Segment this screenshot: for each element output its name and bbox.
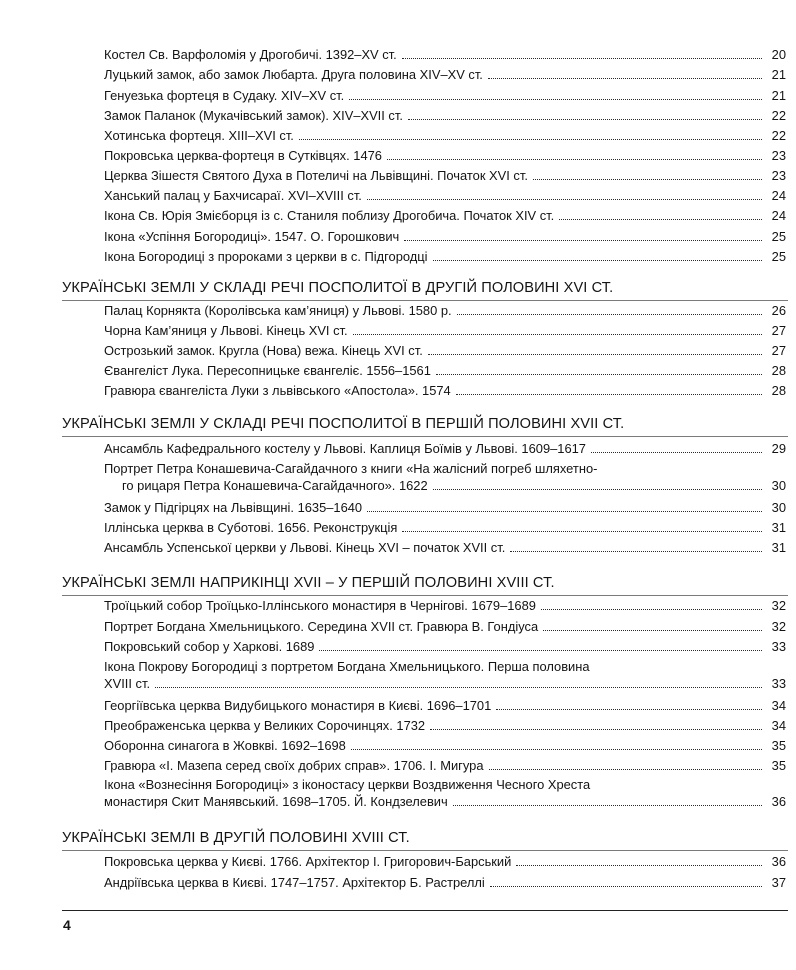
entry-title: Острозький замок. Кругла (Нова) вежа. Кінець XVI ст. bbox=[104, 343, 423, 358]
entry-page-number: 31 bbox=[771, 540, 786, 555]
entry-title: Покровська церква-фортеця в Сутківцях. 1476 bbox=[104, 148, 382, 163]
entry-title: Гравюра євангеліста Луки з львівського «Апостола». 1574 bbox=[104, 383, 451, 398]
toc-entry[interactable] bbox=[104, 499, 786, 516]
entry-title: Георгіївська церква Видубицького монастиря в Києві. 1696–1701 bbox=[104, 698, 492, 713]
entry-page-number: 27 bbox=[771, 323, 786, 338]
entry-title: Троїцький собор Троїцько-Іллінського монастиря в Чернігові. 1679–1689 bbox=[104, 598, 536, 613]
toc-entry[interactable] bbox=[104, 228, 786, 245]
dot-leader bbox=[428, 354, 762, 355]
dot-leader bbox=[367, 511, 762, 512]
toc-entry[interactable] bbox=[104, 737, 786, 754]
dot-leader bbox=[367, 199, 762, 200]
entry-title: Оборонна синагога в Жовкві. 1692–1698 bbox=[104, 738, 346, 753]
toc-entry[interactable] bbox=[104, 87, 786, 104]
section-heading: УКРАЇНСЬКІ ЗЕМЛІ У СКЛАДІ РЕЧІ ПОСПОЛИТОЇ В ДРУГІЙ ПОЛОВИНІ XVI СТ. bbox=[62, 280, 614, 296]
dot-leader bbox=[488, 78, 762, 79]
dot-leader bbox=[516, 865, 762, 866]
dot-leader bbox=[456, 394, 762, 395]
entry-page-number: 36 bbox=[771, 794, 786, 809]
entry-title: Замок у Підгірцях на Львівщині. 1635–1640 bbox=[104, 500, 363, 515]
entry-page-number: 24 bbox=[771, 208, 786, 223]
entry-title: Палац Корнякта (Королівська кам’яниця) у Львові. 1580 р. bbox=[104, 303, 452, 318]
entry-title: Ікона Богородиці з пророками з церкви в с. Підгородці bbox=[104, 249, 428, 264]
dot-leader bbox=[351, 749, 762, 750]
dot-leader bbox=[436, 374, 762, 375]
entry-title: Портрет Петра Конашевича-Сагайдачного з книги «На жалісний погреб шляхетно- bbox=[104, 461, 598, 476]
toc-entry[interactable] bbox=[104, 597, 786, 614]
entry-page-number: 30 bbox=[771, 478, 786, 493]
entry-title: Ікона «Успіння Богородиці». 1547. О. Горошкович bbox=[104, 229, 400, 244]
section-divider bbox=[62, 300, 788, 301]
section-heading: УКРАЇНСЬКІ ЗЕМЛІ В ДРУГІЙ ПОЛОВИНІ XVIII СТ. bbox=[62, 830, 410, 846]
entry-title: Покровський собор у Харкові. 1689 bbox=[104, 639, 315, 654]
entry-title: Ікона «Вознесіння Богородиці» з іконостасу церкви Воздвиження Чесного Хреста bbox=[104, 777, 591, 792]
entry-page-number: 35 bbox=[771, 738, 786, 753]
entry-title-continuation: XVIII ст. bbox=[104, 676, 151, 691]
entry-title: Андріївська церква в Києві. 1747–1757. Архітектор Б. Растреллі bbox=[104, 875, 485, 890]
dot-leader bbox=[299, 139, 762, 140]
dot-leader bbox=[433, 260, 762, 261]
entry-page-number: 34 bbox=[771, 718, 786, 733]
dot-leader bbox=[402, 531, 762, 532]
toc-entry[interactable] bbox=[104, 322, 786, 339]
toc-entry[interactable] bbox=[104, 302, 786, 319]
entry-page-number: 23 bbox=[771, 168, 786, 183]
dot-leader bbox=[430, 729, 762, 730]
entry-title: Луцький замок, або замок Любарта. Друга половина XIV–XV ст. bbox=[104, 67, 483, 82]
toc-entry[interactable] bbox=[104, 757, 786, 774]
entry-page-number: 22 bbox=[771, 108, 786, 123]
toc-entry[interactable] bbox=[104, 618, 786, 635]
dot-leader bbox=[402, 58, 762, 59]
entry-title-continuation-line bbox=[104, 675, 786, 692]
entry-page-number: 30 bbox=[771, 500, 786, 515]
toc-entry[interactable] bbox=[104, 187, 786, 204]
entry-title: Ансамбль Кафедрального костелу у Львові. Каплиця Боїмів у Львові. 1609–1617 bbox=[104, 441, 586, 456]
entry-page-number: 23 bbox=[771, 148, 786, 163]
toc-entry[interactable] bbox=[104, 519, 786, 536]
toc-entry[interactable] bbox=[104, 362, 786, 379]
section-divider bbox=[62, 595, 788, 596]
entry-page-number: 36 bbox=[771, 854, 786, 869]
entry-title-continuation: го рицаря Петра Конашевича-Сагайдачного». 1622 bbox=[122, 478, 428, 493]
toc-entry[interactable] bbox=[104, 440, 786, 457]
entry-title: Ханський палац у Бахчисараї. XVI–XVIII ст. bbox=[104, 188, 362, 203]
toc-entry[interactable] bbox=[104, 658, 786, 692]
entry-title-continuation-line bbox=[122, 477, 786, 494]
entry-title: Іллінська церква в Суботові. 1656. Реконструкція bbox=[104, 520, 398, 535]
dot-leader bbox=[490, 886, 762, 887]
entry-page-number: 33 bbox=[771, 676, 786, 691]
entry-page-number: 28 bbox=[771, 363, 786, 378]
toc-entry[interactable] bbox=[104, 539, 786, 556]
toc-entry[interactable] bbox=[104, 776, 786, 810]
entry-page-number: 32 bbox=[771, 598, 786, 613]
dot-leader bbox=[541, 609, 762, 610]
entry-page-number: 34 bbox=[771, 698, 786, 713]
entry-title: Гравюра «І. Мазепа серед своїх добрих справ». 1706. І. Мигура bbox=[104, 758, 484, 773]
entry-title: Ікона Покрову Богородиці з портретом Богдана Хмельницького. Перша половина bbox=[104, 659, 590, 674]
entry-page-number: 21 bbox=[771, 67, 786, 82]
entry-page-number: 25 bbox=[771, 249, 786, 264]
toc-entry[interactable] bbox=[104, 66, 786, 83]
entry-page-number: 24 bbox=[771, 188, 786, 203]
entry-title: Покровська церква у Києві. 1766. Архітектор І. Григорович-Барський bbox=[104, 854, 512, 869]
toc-entry[interactable] bbox=[104, 697, 786, 714]
dot-leader bbox=[155, 687, 762, 688]
toc-entry[interactable] bbox=[104, 107, 786, 124]
entry-page-number: 35 bbox=[771, 758, 786, 773]
dot-leader bbox=[510, 551, 762, 552]
toc-entry[interactable] bbox=[104, 342, 786, 359]
section-heading: УКРАЇНСЬКІ ЗЕМЛІ У СКЛАДІ РЕЧІ ПОСПОЛИТОЇ В ПЕРШІЙ ПОЛОВИНІ XVII СТ. bbox=[62, 416, 625, 432]
entry-title: Портрет Богдана Хмельницького. Середина XVII ст. Гравюра В. Гондіуса bbox=[104, 619, 539, 634]
entry-page-number: 32 bbox=[771, 619, 786, 634]
entry-title: Ікона Св. Юрія Змієборця із с. Станиля поблизу Дрогобича. Початок XIV ст. bbox=[104, 208, 555, 223]
toc-entry[interactable] bbox=[104, 638, 786, 655]
toc-entry[interactable] bbox=[104, 207, 786, 224]
dot-leader bbox=[457, 314, 762, 315]
entry-title-continuation: монастиря Скит Манявський. 1698–1705. Й. Кондзелевич bbox=[104, 794, 448, 809]
page-number: 4 bbox=[63, 917, 71, 933]
toc-entry[interactable] bbox=[104, 874, 786, 891]
toc-entry[interactable] bbox=[104, 127, 786, 144]
dot-leader bbox=[496, 709, 762, 710]
entry-title: Костел Св. Варфоломія у Дрогобичі. 1392–XV ст. bbox=[104, 47, 397, 62]
entry-title: Чорна Кам’яниця у Львові. Кінець XVI ст. bbox=[104, 323, 348, 338]
entry-page-number: 31 bbox=[771, 520, 786, 535]
entry-page-number: 20 bbox=[771, 47, 786, 62]
entry-title: Хотинська фортеця. XIII–XVI ст. bbox=[104, 128, 294, 143]
toc-entry[interactable] bbox=[104, 147, 786, 164]
dot-leader bbox=[404, 240, 762, 241]
dot-leader bbox=[349, 99, 762, 100]
toc-entry[interactable] bbox=[104, 717, 786, 734]
entry-title: Євангеліст Лука. Пересопницьке євангеліє. 1556–1561 bbox=[104, 363, 431, 378]
dot-leader bbox=[353, 334, 762, 335]
toc-entry[interactable] bbox=[104, 46, 786, 63]
entry-title-continuation-line bbox=[104, 793, 786, 810]
toc-entry[interactable] bbox=[104, 460, 786, 494]
dot-leader bbox=[387, 159, 762, 160]
entry-page-number: 33 bbox=[771, 639, 786, 654]
dot-leader bbox=[433, 489, 762, 490]
toc-entry[interactable] bbox=[104, 853, 786, 870]
entry-page-number: 21 bbox=[771, 88, 786, 103]
dot-leader bbox=[533, 179, 762, 180]
section-divider bbox=[62, 850, 788, 851]
section-heading: УКРАЇНСЬКІ ЗЕМЛІ НАПРИКІНЦІ XVII – У ПЕРШІЙ ПОЛОВИНІ XVIII СТ. bbox=[62, 575, 555, 591]
entry-page-number: 37 bbox=[771, 875, 786, 890]
dot-leader bbox=[489, 769, 763, 770]
entry-title: Генуезька фортеця в Судаку. XIV–XV ст. bbox=[104, 88, 345, 103]
entry-page-number: 29 bbox=[771, 441, 786, 456]
entry-page-number: 22 bbox=[771, 128, 786, 143]
toc-entry[interactable] bbox=[104, 248, 786, 265]
entry-page-number: 28 bbox=[771, 383, 786, 398]
entry-page-number: 26 bbox=[771, 303, 786, 318]
section-divider bbox=[62, 436, 788, 437]
toc-entry[interactable] bbox=[104, 167, 786, 184]
entry-page-number: 27 bbox=[771, 343, 786, 358]
dot-leader bbox=[543, 630, 762, 631]
entry-title: Ансамбль Успенської церкви у Львові. Кінець XVI – початок XVII ст. bbox=[104, 540, 506, 555]
entry-title: Церква Зішестя Святого Духа в Потеличі на Львівщині. Початок XVI ст. bbox=[104, 168, 528, 183]
dot-leader bbox=[591, 452, 762, 453]
entry-page-number: 25 bbox=[771, 229, 786, 244]
entry-title: Замок Паланок (Мукачівський замок). XIV–XVII ст. bbox=[104, 108, 403, 123]
entry-title: Преображенська церква у Великих Сорочинцях. 1732 bbox=[104, 718, 426, 733]
dot-leader bbox=[559, 219, 762, 220]
dot-leader bbox=[408, 119, 762, 120]
toc-entry[interactable] bbox=[104, 382, 786, 399]
dot-leader bbox=[319, 650, 762, 651]
dot-leader bbox=[453, 805, 762, 806]
footer-divider bbox=[62, 910, 788, 911]
